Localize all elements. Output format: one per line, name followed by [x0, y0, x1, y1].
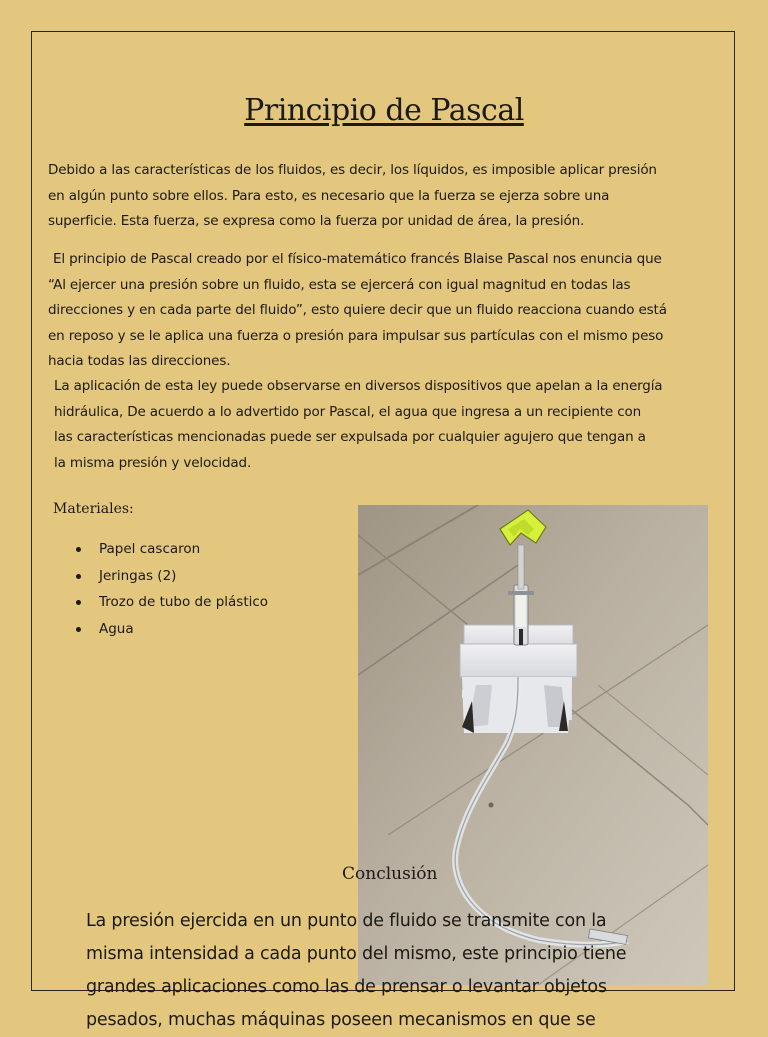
text-line: La aplicación de esta ley puede observarse en diversos dispositivos que apelan a la energía: [54, 378, 663, 394]
list-item: [76, 536, 268, 563]
text-line: superficie. Esta fuerza, se expresa como la fuerza por unidad de área, la presión.: [48, 213, 585, 229]
list-item-label: Agua: [99, 620, 134, 637]
text-line: La presión ejercida en un punto de fluido se transmite con la: [86, 911, 607, 931]
text-line: grandes aplicaciones como las de prensar o levantar objetos: [86, 977, 607, 997]
text-line: las características mencionadas puede ser expulsada por cualquier agujero que tengan a: [54, 429, 646, 445]
conclusion-heading: Conclusión: [342, 864, 438, 884]
bullet-icon: [76, 574, 81, 579]
text-line: en algún punto sobre ellos. Para esto, es necesario que la fuerza se ejerza sobre una: [48, 187, 610, 204]
list-item: [76, 616, 268, 643]
conclusion-paragraph: [86, 905, 626, 1037]
text-line: hidráulica, De acuerdo a lo advertido por Pascal, el agua que ingresa a un recipiente con: [54, 403, 641, 420]
list-item: [76, 563, 268, 590]
bullet-icon: [76, 600, 81, 605]
list-item-label: Trozo de tubo de plástico: [99, 594, 269, 610]
text-line: pesados, muchas máquinas poseen mecanismos en que se: [86, 1010, 596, 1030]
list-item-label: Jeringas (2): [99, 567, 177, 584]
materials-list: [76, 536, 268, 642]
materials-heading: Materiales:: [53, 501, 134, 517]
text-line: la misma presión y velocidad.: [54, 454, 252, 471]
text-line: “Al ejercer una presión sobre un fluido, esta se ejercerá con igual magnitud en todas las: [48, 276, 631, 293]
paragraph-application: [54, 374, 662, 476]
paragraph-intro: [48, 158, 657, 235]
page-title: Principio de Pascal: [244, 93, 524, 128]
paragraph-principle: [48, 247, 667, 375]
text-line: hacia todas las direcciones.: [48, 353, 231, 369]
bullet-icon: [76, 627, 81, 632]
list-item-label: Papel cascaron: [99, 541, 201, 557]
text-line: El principio de Pascal creado por el físico-matemático francés Blaise Pascal nos enuncia que: [53, 251, 662, 267]
bullet-icon: [76, 547, 81, 552]
text-line: Debido a las características de los fluidos, es decir, los líquidos, es imposible aplicar presión: [48, 162, 657, 178]
text-line: en reposo y se le aplica una fuerza o presión para impulsar sus partículas con el mismo peso: [48, 327, 664, 344]
list-item: [76, 589, 268, 616]
text-line: direcciones y en cada parte del fluido”, esto quiere decir que un fluido reacciona cuando está: [48, 302, 667, 318]
text-line: misma intensidad a cada punto del mismo, este principio tiene: [86, 944, 627, 964]
